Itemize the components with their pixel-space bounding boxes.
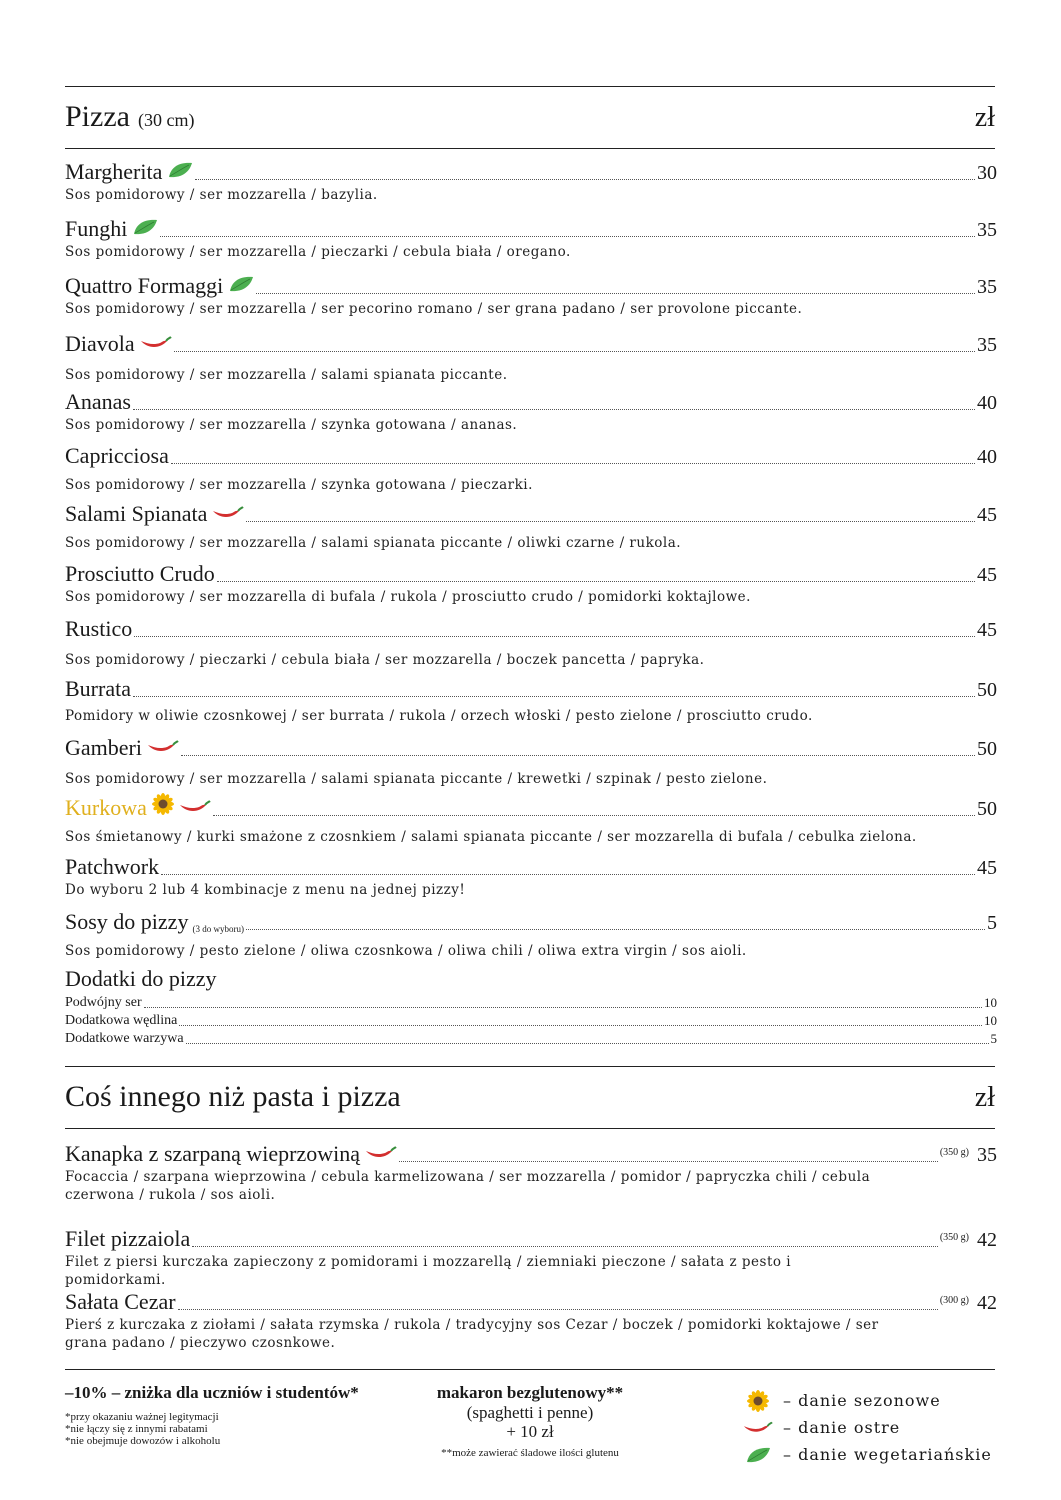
other-section-title: Coś innego niż pasta i pizza <box>65 1080 401 1113</box>
sunflower-icon <box>743 1390 773 1412</box>
chili-icon <box>212 505 244 526</box>
menu-item-header <box>65 675 997 701</box>
extras-block <box>65 965 997 1047</box>
extra-item-name: Podwójny ser <box>65 995 142 1010</box>
legend-label: – danie wegetariańskie <box>783 1445 992 1464</box>
sunflower-icon <box>152 793 174 820</box>
dot-leader <box>217 580 975 582</box>
menu-item-description: Sos pomidorowy / ser mozzarella / bazylia. <box>65 187 378 203</box>
menu-item-price: 45 <box>977 504 997 526</box>
menu-item-description: Sos pomidorowy / pieczarki / cebula biała / ser mozzarella / boczek pancetta / papryka. <box>65 652 705 668</box>
legend <box>743 1387 1003 1468</box>
menu-item-header <box>65 1225 997 1251</box>
menu-item-name: Funghi <box>65 216 128 241</box>
menu-item-description: Sos pomidorowy / ser mozzarella / szynka gotowana / ananas. <box>65 417 518 433</box>
menu-item <box>65 158 997 204</box>
menu-item-price: 35 <box>977 1144 997 1166</box>
legend-label: – danie ostre <box>783 1418 901 1437</box>
menu-item-price: 45 <box>977 619 997 641</box>
leaf-icon <box>743 1446 773 1464</box>
menu-item-name: Prosciutto Crudo <box>65 561 215 586</box>
menu-item-price: 42 <box>977 1229 997 1251</box>
menu-item-price: 5 <box>987 912 997 934</box>
menu-item-price: 40 <box>977 446 997 468</box>
menu-item <box>65 615 997 669</box>
gluten-title: makaron bezglutenowy** <box>436 1383 624 1402</box>
menu-item-description: Sos pomidorowy / ser mozzarella / ser pecorino romano / ser grana padano / ser provolone piccante. <box>65 301 803 317</box>
menu-item-name: Salami Spianata <box>65 501 208 526</box>
dot-leader <box>246 520 975 522</box>
extra-item-name: Dodatkowa wędlina <box>65 1013 178 1028</box>
menu-item <box>65 734 997 788</box>
extra-item-price: 10 <box>984 1013 997 1028</box>
legend-item <box>743 1414 1003 1441</box>
leaf-icon <box>132 218 158 241</box>
menu-item <box>65 1225 997 1289</box>
other-top-rule <box>65 1066 995 1067</box>
footer-rule <box>65 1369 995 1370</box>
discount-block <box>65 1383 415 1447</box>
menu-item-price: 50 <box>977 798 997 820</box>
menu-item-name: Filet pizzaiola <box>65 1226 191 1251</box>
pizza-section-subtitle: (30 cm) <box>137 110 195 130</box>
menu-item-name: Patchwork <box>65 854 160 879</box>
menu-item-description: Pierś z kurczaka z ziołami / sałata rzymska / rukola / tradycyjny sos Cezar / boczek / pomidorki koktajowe / ser grana padano / pieczywo czosnkowe. <box>65 1317 879 1351</box>
menu-item-name: Margherita <box>65 159 163 184</box>
pizza-currency: zł <box>974 102 995 133</box>
menu-item-name: Diavola <box>65 331 135 356</box>
menu-item <box>65 1288 997 1352</box>
dot-leader <box>133 695 975 697</box>
extra-item-name: Dodatkowe warzywa <box>65 1031 184 1046</box>
menu-item-price: 35 <box>977 276 997 298</box>
menu-item <box>65 794 997 846</box>
menu-item-name: Kanapka z szarpaną wieprzowiną <box>65 1141 361 1166</box>
chili-icon <box>179 799 211 820</box>
legend-item <box>743 1441 1003 1468</box>
menu-item-name: Sałata Cezar <box>65 1289 176 1314</box>
menu-item-price: 45 <box>977 857 997 879</box>
gluten-price: + 10 zł <box>506 1422 554 1441</box>
menu-item <box>65 215 997 261</box>
extras-list <box>65 993 997 1047</box>
menu-item-price: 40 <box>977 392 997 414</box>
other-header-rule <box>65 1128 995 1129</box>
menu-item-description: Sos pomidorowy / pesto zielone / oliwa czosnkowa / oliwa chili / oliwa extra virgin / sos aioli. <box>65 943 747 959</box>
menu-item-name: Rustico <box>65 616 133 641</box>
dot-leader <box>186 1042 989 1044</box>
menu-item-price: 50 <box>977 738 997 760</box>
menu-item-name: Gamberi <box>65 735 142 760</box>
menu-item-price: 35 <box>977 219 997 241</box>
menu-item <box>65 675 997 725</box>
chili-icon <box>365 1145 397 1166</box>
menu-item-price: 45 <box>977 564 997 586</box>
menu-item-name: Sosy do pizzy <box>65 909 189 934</box>
gluten-note: **może zawierać śladowe ilości glutenu <box>441 1447 619 1459</box>
menu-item-description: Sos pomidorowy / ser mozzarella / salami spianata piccante. <box>65 367 508 383</box>
chili-icon <box>743 1420 773 1436</box>
dot-leader <box>178 1308 938 1310</box>
menu-item-header <box>65 272 997 298</box>
menu-item <box>65 388 997 434</box>
menu-item-header <box>65 330 997 356</box>
menu-item-description: Sos pomidorowy / ser mozzarella / salami spianata piccante / oliwki czarne / rukola. <box>65 535 682 551</box>
menu-item-name: Kurkowa <box>65 795 147 820</box>
other-section-header <box>65 1080 995 1114</box>
menu-item-description: Sos pomidorowy / ser mozzarella / salami spianata piccante / krewetki / szpinak / pesto zielone. <box>65 771 768 787</box>
menu-item-header <box>65 794 997 820</box>
menu-item-header <box>65 1140 997 1166</box>
pizza-section-header <box>65 100 995 134</box>
gluten-free-block <box>425 1383 635 1459</box>
chili-icon <box>140 335 172 356</box>
menu-item <box>65 908 997 960</box>
discount-text: –10% – zniżka dla uczniów i studentów* <box>65 1383 359 1402</box>
dot-leader <box>192 1245 938 1247</box>
menu-item-price: 35 <box>977 334 997 356</box>
discount-note: *przy okazaniu ważnej legitymacji <box>65 1411 219 1423</box>
other-currency: zł <box>974 1082 995 1113</box>
menu-item <box>65 442 997 494</box>
extra-item <box>65 1029 997 1047</box>
dot-leader <box>134 635 975 637</box>
dot-leader <box>213 814 975 816</box>
menu-item-description: Pomidory w oliwie czosnkowej / ser burrata / rukola / orzech włoski / pesto zielone / prosciutto crudo. <box>65 708 813 724</box>
dot-leader <box>144 1006 982 1008</box>
extras-title: Dodatki do pizzy <box>65 966 217 991</box>
legend-item <box>743 1387 1003 1414</box>
menu-item-price: 42 <box>977 1292 997 1314</box>
chili-icon <box>147 739 179 760</box>
gluten-sub: (spaghetti i penne) <box>466 1403 594 1422</box>
discount-notes <box>65 1411 415 1447</box>
menu-item-header <box>65 158 997 184</box>
pizza-header-rule <box>65 148 995 149</box>
menu-item-name: Ananas <box>65 389 131 414</box>
menu-item-weight: (350 g) <box>939 1147 969 1158</box>
menu-item-header <box>65 853 997 879</box>
dot-leader <box>160 235 975 237</box>
menu-item-header <box>65 560 997 586</box>
menu-item-header <box>65 615 997 641</box>
dot-leader <box>179 1024 982 1026</box>
discount-note: *nie łączy się z innymi rabatami <box>65 1423 208 1435</box>
menu-item-description: Focaccia / szarpana wieprzowina / cebula karmelizowana / ser mozzarella / pomidor / papryczka chili / cebula czerwona / rukola / sos aioli. <box>65 1169 871 1203</box>
menu-item <box>65 272 997 318</box>
menu-item-price: 50 <box>977 679 997 701</box>
top-rule <box>65 86 995 87</box>
dot-leader <box>174 350 975 352</box>
menu-item-header <box>65 215 997 241</box>
pizza-section-title: Pizza <box>65 100 130 133</box>
discount-note: *nie obejmuje dowozów i alkoholu <box>65 1435 221 1447</box>
menu-item-description: Do wyboru 2 lub 4 kombinacje z menu na jednej pizzy! <box>65 882 466 898</box>
menu-item-header <box>65 442 997 468</box>
extra-item-price: 10 <box>984 995 997 1010</box>
leaf-icon <box>228 275 254 298</box>
dot-leader <box>133 408 975 410</box>
menu-item-name: Capricciosa <box>65 443 169 468</box>
dot-leader <box>256 292 975 294</box>
dot-leader <box>246 928 985 930</box>
menu-item-header <box>65 388 997 414</box>
dot-leader <box>161 873 975 875</box>
menu-item-note: (3 do wyboru) <box>192 924 244 934</box>
dot-leader <box>181 754 975 756</box>
menu-item-description: Sos śmietanowy / kurki smażone z czosnkiem / salami spianata piccante / ser mozzarella di bufala / cebulka zielona. <box>65 829 917 845</box>
menu-item-description: Filet z piersi kurczaka zapieczony z pomidorami i mozzarellą / ziemniaki pieczone / sałata z pesto i pomidorkami. <box>65 1254 792 1288</box>
menu-item-weight: (300 g) <box>939 1295 969 1306</box>
menu-item <box>65 853 997 899</box>
leaf-icon <box>167 161 193 184</box>
menu-item-description: Sos pomidorowy / ser mozzarella di bufala / rukola / prosciutto crudo / pomidorki koktajlowe. <box>65 589 751 605</box>
dot-leader <box>399 1160 938 1162</box>
menu-item-weight: (350 g) <box>939 1232 969 1243</box>
menu-item-header <box>65 734 997 760</box>
dot-leader <box>171 462 975 464</box>
menu-item-description: Sos pomidorowy / ser mozzarella / pieczarki / cebula biała / oregano. <box>65 244 571 260</box>
menu-item-price: 30 <box>977 162 997 184</box>
legend-label: – danie sezonowe <box>783 1391 941 1410</box>
menu-item-description: Sos pomidorowy / ser mozzarella / szynka gotowana / pieczarki. <box>65 477 533 493</box>
menu-item-header <box>65 1288 997 1314</box>
menu-item-name: Quattro Formaggi <box>65 273 224 298</box>
dot-leader <box>195 178 975 180</box>
menu-item-header <box>65 908 997 934</box>
extra-item <box>65 993 997 1011</box>
menu-item <box>65 1140 997 1204</box>
extra-item-price: 5 <box>990 1031 997 1046</box>
menu-item-name: Burrata <box>65 676 131 701</box>
menu-item-header <box>65 500 997 526</box>
menu-item <box>65 500 997 552</box>
menu-item <box>65 330 997 384</box>
extra-item <box>65 1011 997 1029</box>
menu-item <box>65 560 997 606</box>
